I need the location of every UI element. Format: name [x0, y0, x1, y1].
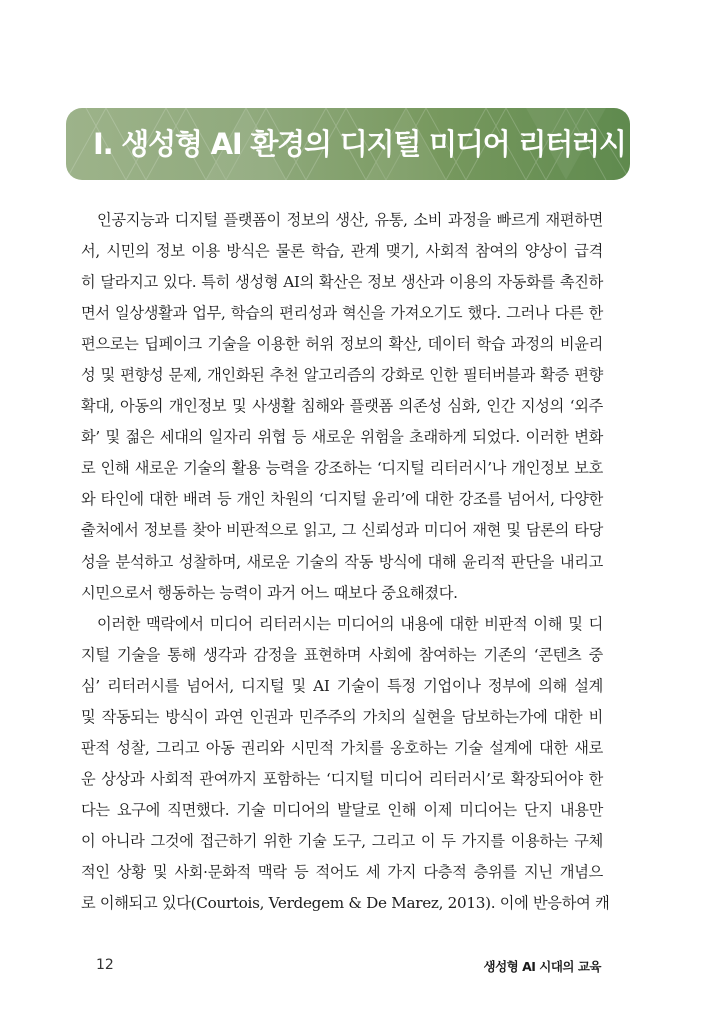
text-line: 편으로는 딥페이크 기술을 이용한 허위 정보의 확산, 데이터 학습 과정의 비윤리: [81, 335, 603, 354]
body-text: [81, 205, 610, 919]
chapter-title: I. 생성형 AI 환경의 디지털 미디어 리터러시: [93, 127, 626, 161]
paragraph-2: [81, 609, 610, 919]
text-line: 지털 기술을 통해 생각과 감정을 표현하며 사회에 참여하는 기존의 ‘콘텐츠 중: [81, 645, 603, 664]
text-line: 면서 일상생활과 업무, 학습의 편리성과 혁신을 가져오기도 했다. 그러나 다른 한: [81, 304, 603, 323]
text-line: 다는 요구에 직면했다. 기술 미디어의 발달로 인해 이제 미디어는 단지 내용만: [81, 800, 603, 819]
text-line: 판적 성찰, 그리고 아동 권리와 시민적 가치를 옹호하는 기술 설계에 대한 새로: [81, 738, 603, 757]
text-line: 히 달라지고 있다. 특히 생성형 AI의 확산은 정보 생산과 이용의 자동화를 촉진하: [81, 273, 603, 292]
text-line: 화’ 및 젊은 세대의 일자리 위협 등 새로운 위험을 초래하게 되었다. 이러한 변화: [81, 428, 603, 447]
text-line: 인공지능과 디지털 플랫폼이 정보의 생산, 유통, 소비 과정을 빠르게 재편하면: [97, 211, 603, 229]
text-line: 확대, 아동의 개인정보 및 사생활 침해와 플랫폼 의존성 심화, 인간 지성의 ‘외주: [81, 397, 603, 416]
text-line: 출처에서 정보를 찾아 비판적으로 읽고, 그 신뢰성과 미디어 재현 및 담론의 타당: [81, 521, 603, 540]
text-line: 운 상상과 사회적 관여까지 포함하는 ‘디지털 미디어 리터러시’로 확장되어야 한: [81, 769, 603, 788]
text-line: 성을 분석하고 성찰하며, 새로운 기술의 작동 방식에 대해 윤리적 판단을 내리고: [81, 552, 603, 571]
text-line: 이러한 맥락에서 미디어 리터러시는 미디어의 내용에 대한 비판적 이해 및 디: [97, 614, 603, 633]
running-title: 생성형 AI 시대의 교육: [483, 959, 601, 974]
text-line: 시민으로서 행동하는 능력이 과거 어느 때보다 중요해졌다.: [81, 583, 458, 602]
text-line: 와 타인에 대한 배려 등 개인 차원의 ‘디지털 윤리’에 대한 강조를 넘어서, 다양한: [81, 490, 603, 509]
text-line: 및 작동되는 방식이 과연 인권과 민주주의 가치의 실현을 담보하는가에 대한 비: [81, 707, 603, 726]
paragraph-1: [81, 205, 603, 609]
text-line: 성 및 편향성 문제, 개인화된 추천 알고리즘의 강화로 인한 필터버블과 확증 편향: [81, 366, 603, 385]
text-line: 서, 시민의 정보 이용 방식은 물론 학습, 관계 맺기, 사회적 참여의 양상이 급격: [81, 242, 603, 261]
text-line: 심’ 리터러시를 넘어서, 디지털 및 AI 기술이 특정 기업이나 정부에 의해 설계: [81, 676, 603, 695]
text-line: 로 이해되고 있다(Courtois, Verdegem & De Marez, 2013). 이에 반응하여 캐: [81, 894, 610, 913]
text-line: 로 인해 새로운 기술의 활용 능력을 강조하는 ‘디지털 리터러시’나 개인정보 보호: [81, 459, 603, 478]
text-line: 이 아니라 그것에 접근하기 위한 기술 도구, 그리고 이 두 가지를 이용하는 구체: [81, 831, 603, 850]
page-number: 12: [96, 957, 114, 973]
text-line: 적인 상황 및 사회·문화적 맥락 등 적어도 세 가지 다층적 층위를 지닌 개념으: [81, 862, 603, 881]
chapter-banner: [66, 108, 630, 180]
